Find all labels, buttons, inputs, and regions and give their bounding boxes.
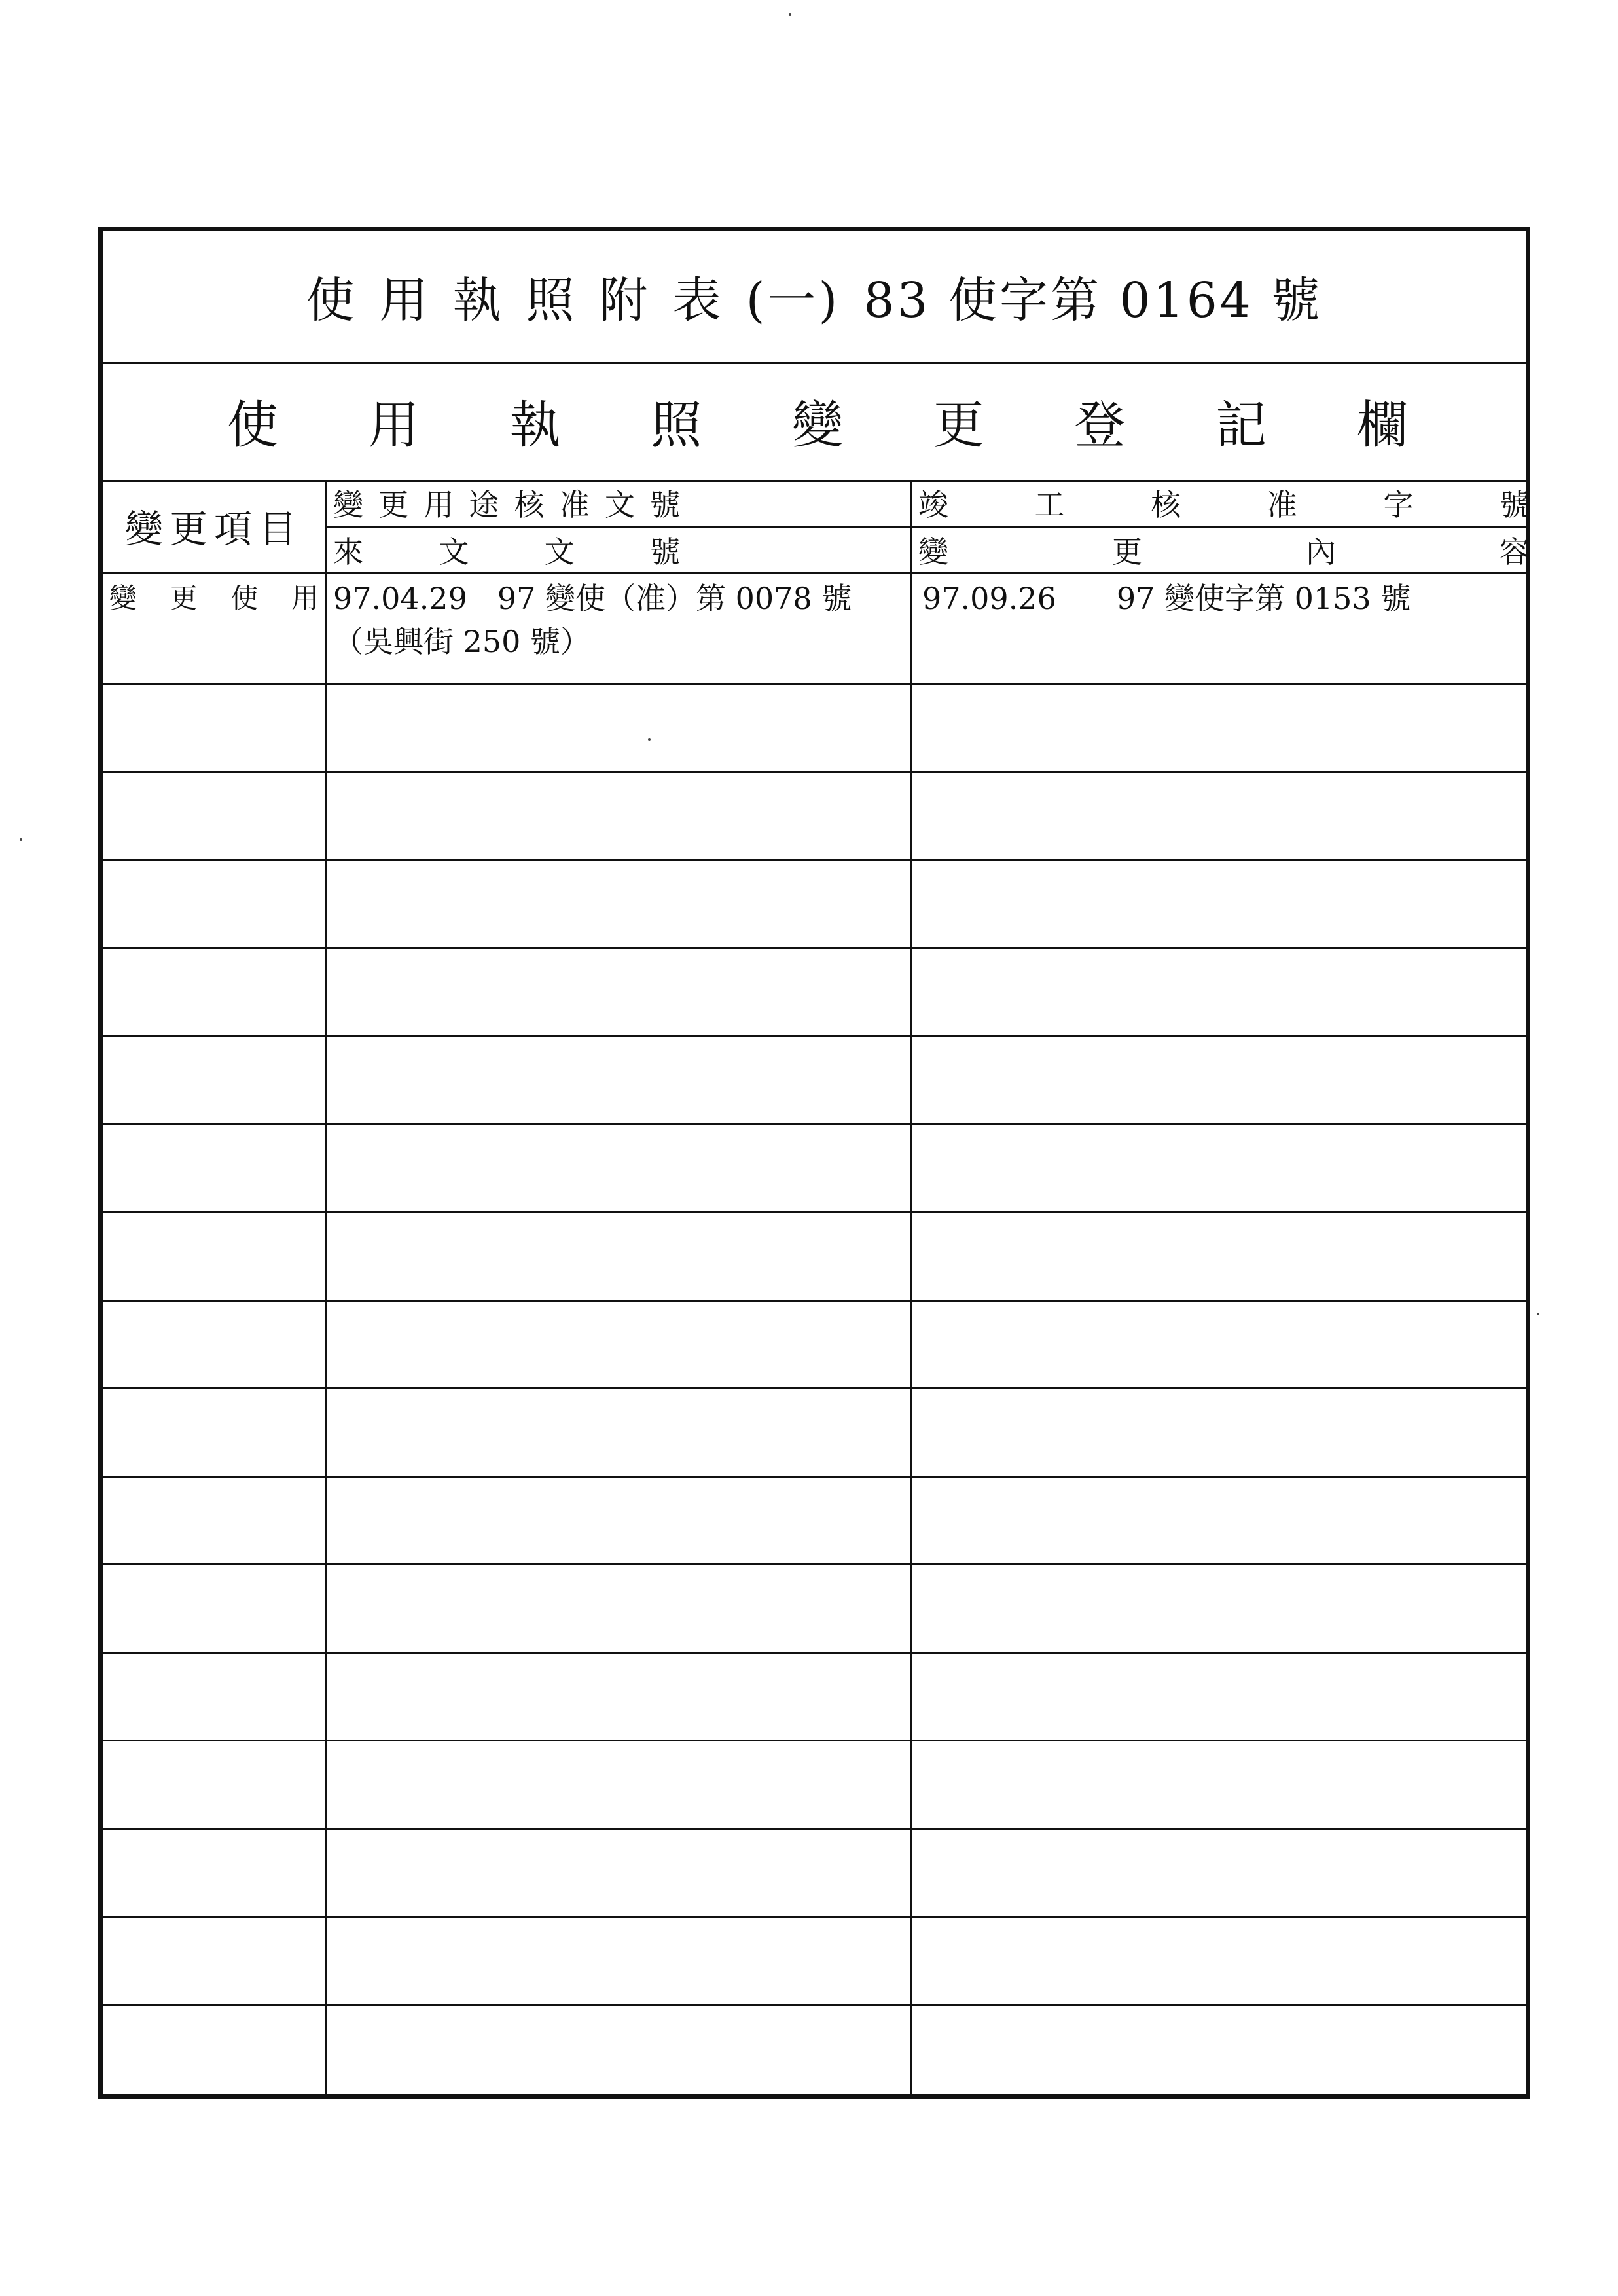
header-char: 號 — [649, 487, 680, 522]
table-row — [103, 771, 1526, 773]
header-char: 核 — [1151, 487, 1181, 522]
section-title — [103, 362, 1526, 480]
table-row — [103, 1828, 1526, 1830]
header-completion-approval-no — [918, 480, 1530, 526]
row-change-item — [109, 577, 319, 620]
table-row — [103, 1035, 1526, 1037]
header-char: 容 — [1500, 534, 1530, 570]
header-char: 途 — [469, 487, 499, 522]
header-char: 內 — [1306, 534, 1336, 570]
header-char: 核 — [514, 487, 545, 522]
table-row — [103, 1123, 1526, 1125]
license-number: 83 使字第 0164 號 — [863, 272, 1323, 329]
table-row — [103, 1740, 1526, 1741]
header-char: 更 — [378, 487, 409, 522]
form-name: 使用執照附表 — [306, 272, 746, 329]
table-row — [103, 947, 1526, 949]
form-number: (一) — [746, 272, 840, 329]
header-char: 文 — [604, 487, 635, 522]
table-row — [103, 1387, 1526, 1389]
table-row — [103, 1300, 1526, 1302]
table-row — [103, 683, 1526, 685]
row-completion: 97.09.26 97 變使字第 0153 號 — [922, 581, 1411, 616]
scan-speck — [789, 13, 791, 16]
table-row — [103, 1563, 1526, 1565]
header-char: 來 — [333, 534, 363, 570]
header-usage-approval-no — [333, 480, 680, 526]
row-approval-note: （吳興街 250 號） — [333, 624, 591, 659]
table-row — [103, 1211, 1526, 1213]
header-char: 准 — [559, 487, 590, 522]
header-incoming-doc-no — [333, 528, 680, 572]
section-title-char: 欄 — [1356, 396, 1408, 455]
header-char: 竣 — [918, 487, 948, 522]
scan-speck — [1537, 1313, 1539, 1315]
column-line — [910, 480, 912, 2094]
header-char: 變 — [918, 534, 948, 570]
section-title-char: 記 — [1215, 396, 1267, 455]
header-change-item: 變更項目 — [124, 507, 303, 551]
row-item-char: 變 — [109, 582, 137, 614]
section-title-char: 用 — [368, 396, 420, 455]
header-divider — [325, 526, 1526, 528]
section-title-char: 執 — [509, 396, 561, 455]
header-char: 變 — [333, 487, 363, 522]
row-item-char: 用 — [291, 582, 319, 614]
section-title-char: 使 — [227, 396, 279, 455]
header-char: 號 — [1499, 487, 1530, 522]
section-title-char: 登 — [1074, 396, 1126, 455]
table-row — [103, 859, 1526, 861]
header-char: 准 — [1267, 487, 1297, 522]
column-line — [325, 480, 327, 2094]
header-char: 文 — [439, 534, 469, 570]
header-char: 更 — [1112, 534, 1142, 570]
header-change-content — [918, 528, 1530, 572]
header-char: 工 — [1034, 487, 1065, 522]
header-char: 號 — [649, 534, 680, 570]
table-row — [103, 1916, 1526, 1918]
form-title — [103, 231, 1526, 362]
table-row — [103, 1652, 1526, 1654]
header-char: 文 — [544, 534, 575, 570]
header-char: 用 — [423, 487, 454, 522]
scan-speck — [20, 838, 22, 841]
row-item-char: 更 — [170, 582, 198, 614]
scan-speck — [648, 738, 651, 741]
section-title-char: 更 — [933, 396, 984, 455]
table-row — [103, 1476, 1526, 1478]
section-title-char: 照 — [651, 396, 702, 455]
header-char: 字 — [1383, 487, 1414, 522]
row-approval: 97.04.29 97 變使（准）第 0078 號 — [333, 581, 852, 616]
license-attachment-form — [98, 227, 1530, 2099]
table-row — [103, 2004, 1526, 2006]
row-item-char: 使 — [230, 582, 259, 614]
divider — [103, 572, 1526, 574]
section-title-char: 變 — [791, 396, 843, 455]
